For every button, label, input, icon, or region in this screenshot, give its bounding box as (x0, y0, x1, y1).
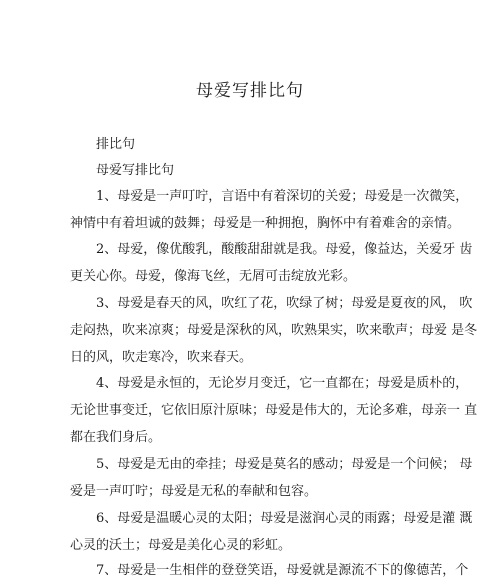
paragraph-3-line-2: 走闷热，吹来凉爽；母爱是深秋的风，吹熟果实，吹来歌声；母爱 是冬 (70, 323, 478, 338)
paragraph-1-line-2: 神情中有着坦诚的鼓舞；母爱是一种拥抱，胸怀中有着难舍的亲情。 (70, 216, 461, 231)
paragraph-3-line-1: 3、母爱是春天的风，吹红了花，吹绿了树；母爱是夏夜的风， 吹 (96, 296, 473, 311)
paragraph-5-line-2: 爱是一声叮咛；母爱是无私的奉献和包容。 (70, 484, 318, 499)
paragraph-3-line-3: 日的风，吹走寒冷，吹来春天。 (70, 350, 253, 365)
paragraph-2-line-1: 2、母爱，像优酸乳，酸酸甜甜就是我。母爱，像益达，关爱牙 齿 (96, 242, 473, 257)
paragraph-4-line-1: 4、母爱是永恒的，无论岁月变迁，它一直都在；母爱是质朴的， (96, 376, 469, 391)
section-heading: 排比句 (96, 137, 136, 152)
paragraph-6-line-2: 心灵的沃土；母爱是美化心灵的彩虹。 (70, 538, 292, 553)
paragraph-1-line-1: 1、母爱是一声叮咛，言语中有着深切的关爱；母爱是一次微笑， (96, 189, 469, 204)
paragraph-4-line-3: 都在我们身后。 (70, 430, 162, 445)
paragraph-5-line-1: 5、母爱是无由的牵挂；母爱是莫名的感动；母爱是一个问候； 母 (96, 457, 473, 472)
section-subheading: 母爱写排比句 (96, 163, 175, 178)
paragraph-6-line-1: 6、母爱是温暖心灵的太阳；母爱是滋润心灵的雨露；母爱是灌 溉 (96, 511, 473, 526)
paragraph-4-line-2: 无论世事变迁，它依旧原汁原味；母爱是伟大的，无论多难，母亲一 直 (70, 403, 478, 418)
paragraph-7-line-1: 7、母爱是一生相伴的登登笑语，母爱就是源流不下的像德苦，个 (96, 563, 469, 578)
paragraph-2-line-2: 更关心你。母爱，像海飞丝，无屑可击绽放光彩。 (70, 269, 357, 284)
page-title: 母爱写排比句 (196, 81, 304, 101)
